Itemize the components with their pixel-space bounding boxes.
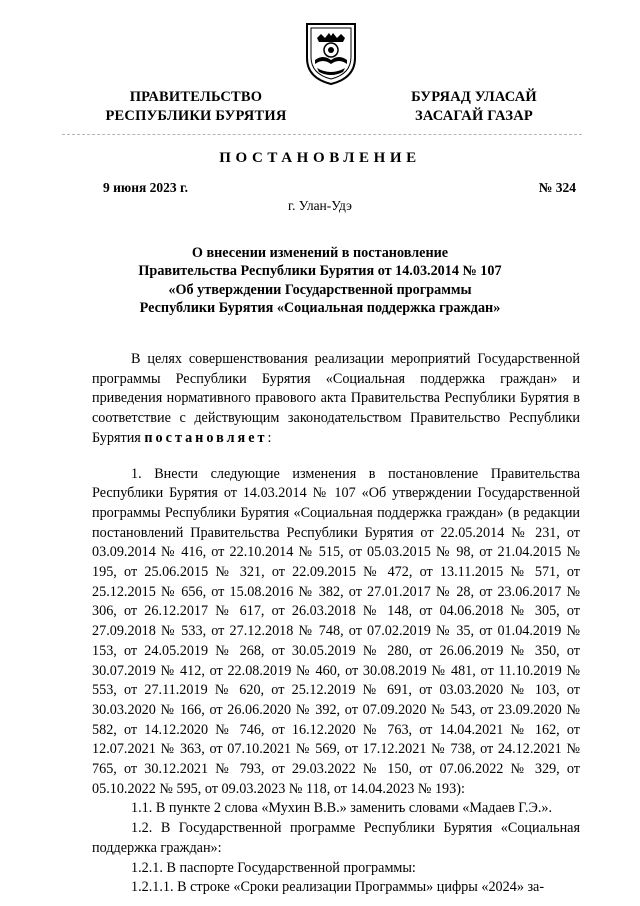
document-date: 9 июня 2023 г. bbox=[103, 180, 189, 195]
intro-paragraph bbox=[92, 350, 580, 449]
intro-end: : bbox=[267, 429, 272, 446]
paragraph-1-2-1-1: 1.2.1.1. В строке «Сроки реализации Программы» цифры «2024» за- bbox=[131, 879, 545, 896]
issuer-russian-line2: РЕСПУБЛИКИ БУРЯТИЯ bbox=[105, 108, 287, 124]
intro-text: В целях совершенствования реализации мероприятий Государственной программы Республики Бурятия «Социальная поддержка граждан» и приведения нормативного правового акта Правительства Республики Бурятия в соответствие с действующим законодательством Правительство Республики Бурятия bbox=[92, 351, 580, 446]
document-type: ПОСТАНОВЛЕНИЕ bbox=[219, 150, 421, 166]
paragraph-1-2-1: 1.2.1. В паспорте Государственной программы: bbox=[131, 859, 416, 876]
paragraph-1-2: 1.2. В Государственной программе Республики Бурятия «Социальная поддержка граждан»: bbox=[92, 820, 580, 856]
document-city: г. Улан-Удэ bbox=[288, 198, 352, 213]
header-divider bbox=[62, 134, 582, 135]
title-line-2: Правительства Республики Бурятия от 14.03.2014 № 107 bbox=[138, 263, 502, 280]
issuer-buryat-line2: ЗАСАГАЙ ГАЗАР bbox=[415, 108, 533, 124]
paragraph-1: 1. Внести следующие изменения в постановление Правительства Республики Бурятия от 14.03.2014 № 107 «Об утверждении Государственной программы Республики Бурятия «Социальная поддержка граждан» (в редакции постановлений Правительства Республики Бурятия от 22.05.2014 № 231, от 03.09.2014 № 416, от 22.10.2014 № 515, от 05.03.2015 № 98, от 21.04.2015 № 195, от 25.06.2015 № 321, от 22.09.2015 № 472, от 13.11.2015 № 571, от 25.12.2015 № 656, от 15.08.2016 № 382, от 27.01.2017 № 28, от 23.06.2017 № 306, от 26.12.2017 № 617, от 26.03.2018 № 148, от 04.06.2018 № 305, от 27.09.2018 № 533, от 27.12.2018 № 748, от 07.02.2019 № 35, от 01.04.2019 № 153, от 24.05.2019 № 268, от 30.05.2019 № 280, от 26.06.2019 № 350, от 30.07.2019 № 412, от 22.08.2019 № 460, от 30.08.2019 № 481, от 11.10.2019 № 553, от 27.11.2019 № 620, от 25.12.2019 № 691, от 03.03.2020 № 103, от 30.03.2020 № 166, от 26.06.2020 № 392, от 07.09.2020 № 543, от 23.09.2020 № 582, от 14.12.2020 № 746, от 16.12.2020 № 763, от 14.04.2021 № 162, от 12.07.2021 № 363, от 07.10.2021 № 569, от 17.12.2021 № 738, от 24.12.2021 № 765, от 30.12.2021 № 793, от 29.03.2022 № 150, от 07.06.2022 № 329, от 05.10.2022 № 595, от 09.03.2023 № 118, от 14.04.2023 № 193): bbox=[92, 465, 580, 797]
paragraph-1-1: 1.1. В пункте 2 слова «Мухин В.В.» заменить словами «Мадаев Г.Э.». bbox=[131, 800, 553, 817]
issuer-russian bbox=[86, 88, 306, 126]
title-line-4: Республики Бурятия «Социальная поддержка граждан» bbox=[139, 300, 501, 317]
issuer-buryat-line1: БУРЯАД УЛАСАЙ bbox=[411, 89, 537, 105]
document-title bbox=[110, 244, 530, 318]
coat-of-arms-emblem bbox=[303, 20, 359, 86]
document-body bbox=[92, 350, 580, 898]
issuer-russian-line1: ПРАВИТЕЛЬСТВО bbox=[129, 89, 263, 105]
title-line-1: О внесении изменений в постановление bbox=[191, 245, 449, 261]
issuer-buryat bbox=[384, 88, 564, 126]
decree-keyword: постановляет bbox=[144, 429, 268, 446]
document-number: № 324 bbox=[538, 180, 576, 195]
title-line-3: «Об утверждении Государственной программы bbox=[168, 281, 472, 298]
